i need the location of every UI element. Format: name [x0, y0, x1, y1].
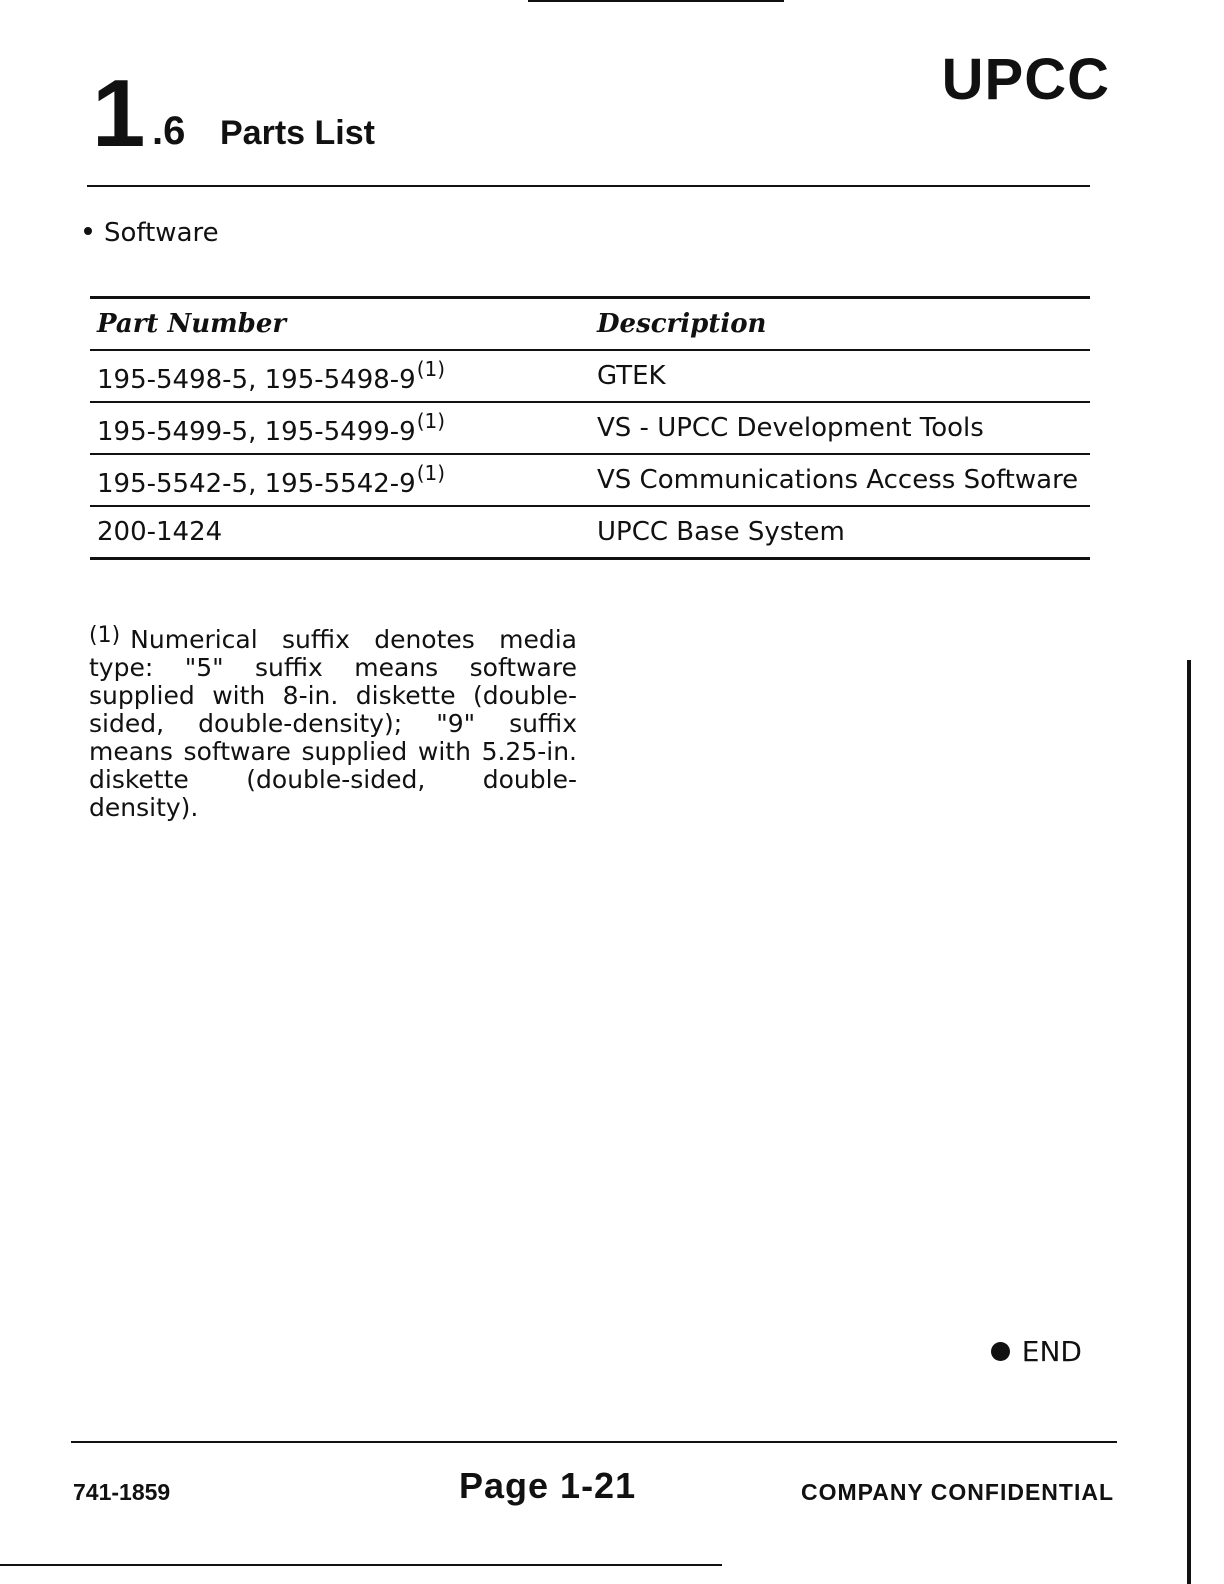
column-header-part-number: Part Number — [97, 309, 287, 339]
part-description: UPCC Base System — [597, 517, 845, 547]
footnote-ref: (1) — [416, 409, 446, 433]
confidentiality-label: COMPANY CONFIDENTIAL — [800, 1479, 1114, 1505]
document-number: 741-1859 — [73, 1479, 171, 1505]
section-number-major: 1 — [92, 60, 144, 167]
footer-divider — [71, 1441, 1117, 1443]
part-number: 200-1424 — [97, 517, 223, 547]
header-divider — [87, 185, 1090, 187]
part-description: GTEK — [597, 361, 666, 391]
footnote-marker: (1) — [89, 623, 121, 648]
section-number-minor: .6 — [152, 109, 186, 153]
table-row — [90, 401, 1090, 453]
footnote-ref: (1) — [416, 461, 446, 485]
end-marker — [991, 1336, 1082, 1368]
top-edge-mark — [528, 0, 784, 2]
footnote-text: Numerical suffix denotes media type: "5" suffix means software supplied with 8-in. diskette (double-sided, double-density); "9" suffix means software supplied with 5.25-in. diskette (double-sided, double-density). — [89, 625, 577, 822]
category-bullet — [84, 217, 219, 249]
bullet-dot-icon — [84, 227, 92, 235]
bottom-edge-mark — [0, 1564, 722, 1566]
section-title: Parts List — [220, 114, 375, 152]
part-number: 195-5498-5, 195-5498-9 — [97, 365, 416, 395]
category-label: Software — [104, 218, 219, 248]
part-description: VS - UPCC Development Tools — [597, 413, 984, 443]
footnote — [89, 622, 577, 822]
table-row — [90, 453, 1090, 505]
product-name: UPCC — [941, 47, 1110, 112]
part-number: 195-5542-5, 195-5542-9 — [97, 469, 416, 499]
table-header — [90, 296, 1090, 349]
end-label: END — [1021, 1335, 1082, 1368]
table-row — [90, 349, 1090, 401]
table-row — [90, 505, 1090, 560]
right-edge-mark — [1187, 660, 1191, 1584]
footnote-ref: (1) — [416, 357, 446, 381]
part-number: 195-5499-5, 195-5499-9 — [97, 417, 416, 447]
parts-table — [90, 296, 1090, 560]
page-number: Page 1-21 — [459, 1465, 637, 1506]
column-header-description: Description — [597, 309, 767, 339]
part-description: VS Communications Access Software — [597, 465, 1079, 495]
end-bullet-icon — [991, 1342, 1010, 1361]
